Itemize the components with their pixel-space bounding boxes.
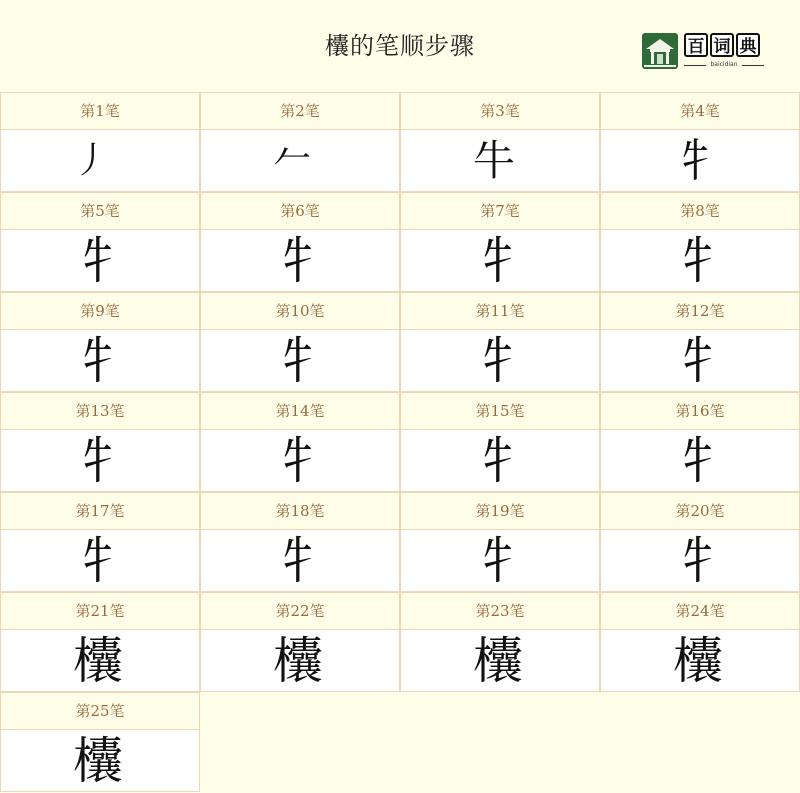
stroke-step-box xyxy=(600,229,800,292)
stroke-step-cell xyxy=(600,592,800,692)
stroke-step-box xyxy=(0,129,200,192)
stroke-glyph-image: 欜 xyxy=(73,632,123,690)
stroke-glyph-image: 欜 xyxy=(673,632,723,690)
stroke-step-box xyxy=(0,429,200,492)
stroke-step-label: 第5笔 xyxy=(0,192,200,230)
stroke-step-cell xyxy=(600,392,800,492)
stroke-glyph-image: 牜 xyxy=(673,532,723,590)
stroke-step-cell xyxy=(200,492,400,592)
stroke-step-box xyxy=(400,329,600,392)
stroke-step-label: 第15笔 xyxy=(400,392,600,430)
stroke-step-cell xyxy=(0,92,200,192)
stroke-step-box xyxy=(200,529,400,592)
stroke-step-label: 第23笔 xyxy=(400,592,600,630)
stroke-step-box xyxy=(600,329,800,392)
logo-char: 百 xyxy=(684,33,708,57)
stroke-glyph-image: 牜 xyxy=(673,232,723,290)
stroke-step-box xyxy=(400,429,600,492)
stroke-glyph-image: 牜 xyxy=(473,232,523,290)
stroke-glyph-image: 牜 xyxy=(273,232,323,290)
stroke-step-box xyxy=(0,729,200,792)
stroke-step-box xyxy=(200,229,400,292)
pavilion-emblem-icon xyxy=(642,33,678,69)
stroke-step-box xyxy=(600,429,800,492)
stroke-step-cell xyxy=(200,92,400,192)
stroke-glyph-image: 欜 xyxy=(73,732,123,790)
logo-char: 典 xyxy=(736,33,760,57)
stroke-step-cell xyxy=(200,392,400,492)
stroke-step-label: 第10笔 xyxy=(200,292,400,330)
stroke-step-label: 第1笔 xyxy=(0,92,200,130)
stroke-glyph-image: 牜 xyxy=(473,532,523,590)
stroke-glyph-image: 欜 xyxy=(473,632,523,690)
stroke-glyph-image: 牜 xyxy=(673,332,723,390)
stroke-step-label: 第20笔 xyxy=(600,492,800,530)
stroke-step-label: 第21笔 xyxy=(0,592,200,630)
header xyxy=(0,0,800,92)
stroke-glyph-image: 牛 xyxy=(473,136,516,185)
stroke-glyph-image: 牜 xyxy=(73,532,123,590)
stroke-step-box xyxy=(600,629,800,692)
stroke-step-label: 第8笔 xyxy=(600,192,800,230)
stroke-step-box xyxy=(200,129,400,192)
stroke-step-box xyxy=(200,429,400,492)
stroke-step-label: 第2笔 xyxy=(200,92,400,130)
stroke-step-cell xyxy=(600,492,800,592)
stroke-glyph-image: 牜 xyxy=(273,332,323,390)
stroke-step-cell xyxy=(0,192,200,292)
stroke-glyph-image: 𠂉 xyxy=(273,138,313,183)
stroke-step-box xyxy=(200,329,400,392)
stroke-step-cell xyxy=(200,292,400,392)
stroke-glyph-image: 牜 xyxy=(273,432,323,490)
stroke-glyph-image: 牜 xyxy=(473,332,523,390)
stroke-step-box xyxy=(400,229,600,292)
stroke-step-label: 第24笔 xyxy=(600,592,800,630)
stroke-step-label: 第19笔 xyxy=(400,492,600,530)
stroke-step-cell xyxy=(0,592,200,692)
stroke-step-label: 第14笔 xyxy=(200,392,400,430)
stroke-step-label: 第17笔 xyxy=(0,492,200,530)
stroke-step-box xyxy=(200,629,400,692)
stroke-step-box xyxy=(600,529,800,592)
logo-wordmark xyxy=(684,33,760,59)
stroke-step-box xyxy=(0,529,200,592)
stroke-step-cell xyxy=(0,392,200,492)
stroke-step-label: 第9笔 xyxy=(0,292,200,330)
stroke-step-cell xyxy=(400,292,600,392)
page-title: 欜的笔顺步骤 xyxy=(325,32,475,60)
stroke-glyph-image: 牜 xyxy=(73,232,123,290)
stroke-step-cell xyxy=(400,592,600,692)
stroke-step-cell xyxy=(400,92,600,192)
stroke-step-label: 第13笔 xyxy=(0,392,200,430)
stroke-step-cell xyxy=(0,692,200,792)
stroke-glyph-image: 牜 xyxy=(73,332,123,390)
stroke-step-label: 第16笔 xyxy=(600,392,800,430)
stroke-step-box xyxy=(0,629,200,692)
stroke-glyph-image: 牜 xyxy=(473,432,523,490)
stroke-step-cell xyxy=(600,192,800,292)
stroke-step-cell xyxy=(600,92,800,192)
stroke-step-box xyxy=(400,529,600,592)
stroke-step-label: 第4笔 xyxy=(600,92,800,130)
stroke-step-label: 第12笔 xyxy=(600,292,800,330)
stroke-step-label: 第11笔 xyxy=(400,292,600,330)
stroke-step-cell xyxy=(0,492,200,592)
stroke-step-cell xyxy=(400,492,600,592)
stroke-step-label: 第18笔 xyxy=(200,492,400,530)
stroke-step-box xyxy=(400,129,600,192)
stroke-glyph-image: 牜 xyxy=(673,432,723,490)
stroke-step-cell xyxy=(0,292,200,392)
stroke-step-label: 第22笔 xyxy=(200,592,400,630)
stroke-step-label: 第25笔 xyxy=(0,692,200,730)
stroke-step-label: 第6笔 xyxy=(200,192,400,230)
stroke-step-box xyxy=(0,229,200,292)
stroke-step-cell xyxy=(200,592,400,692)
baicidian-logo[interactable] xyxy=(642,33,766,71)
stroke-step-box xyxy=(600,129,800,192)
stroke-glyph-image: 牜 xyxy=(273,532,323,590)
stroke-step-cell xyxy=(200,192,400,292)
stroke-step-label: 第3笔 xyxy=(400,92,600,130)
stroke-glyph-image: 丿 xyxy=(73,140,110,181)
stroke-glyph-image: 牜 xyxy=(673,134,719,187)
stroke-glyph-image: 欜 xyxy=(273,632,323,690)
stroke-step-box xyxy=(400,629,600,692)
logo-char: 词 xyxy=(710,33,734,57)
logo-subtitle: baicidian xyxy=(684,61,764,68)
stroke-step-box xyxy=(0,329,200,392)
stroke-glyph-image: 牜 xyxy=(73,432,123,490)
stroke-step-cell xyxy=(600,292,800,392)
stroke-step-cell xyxy=(400,392,600,492)
stroke-step-cell xyxy=(400,192,600,292)
stroke-step-label: 第7笔 xyxy=(400,192,600,230)
